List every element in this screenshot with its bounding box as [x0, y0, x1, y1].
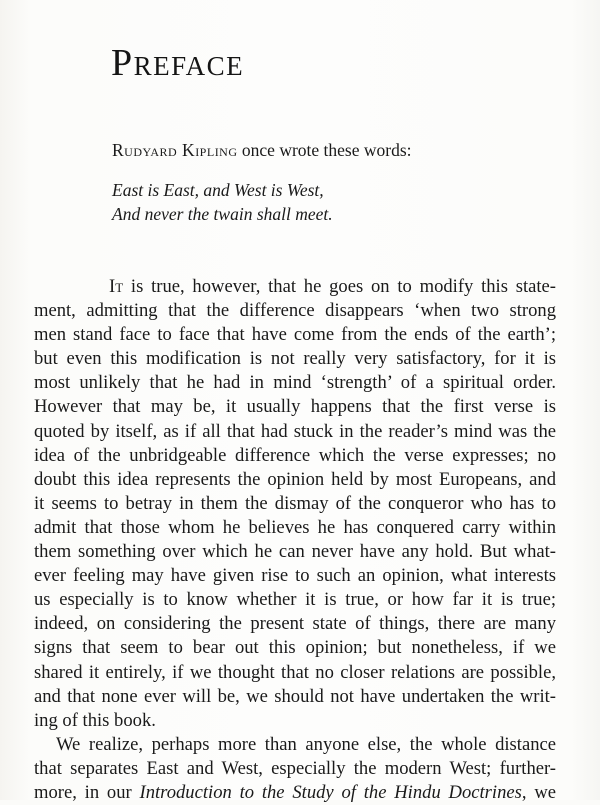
paragraph-line: us especially is to know whether it is true, or how far it is true;: [34, 589, 556, 611]
paragraph-line: quoted by itself, as if all that had stuck in the reader’s mind was the: [34, 420, 556, 442]
paragraph-line: most unlikely that he had in mind ‘strength’ of a spiritual order.: [34, 372, 556, 394]
intro-text: once wrote these words:: [237, 140, 412, 160]
dropcap-word: It: [109, 276, 124, 297]
intro-line: [112, 138, 412, 163]
book-title-reference: Introduction to the Study of the Hindu Doctrines: [139, 781, 522, 803]
paragraph-line: shared it entirely, if we thought that no closer relations are possible,: [34, 661, 556, 683]
paragraph-line: However that may be, it usually happens that the first verse is: [34, 396, 556, 418]
quoted-verse: [112, 178, 333, 226]
paragraph-line: ever feeling may have given rise to such an opinion, what interests: [34, 565, 556, 587]
verse-line: And never the twain shall meet.: [112, 204, 333, 224]
paragraph-line: more, in our Introduction to the Study of the Hindu Doctrines, we: [34, 781, 557, 803]
paragraph-line: and that none ever will be, we should not have undertaken the writ-: [34, 685, 556, 707]
paragraph-line: idea of the unbridgeable difference which the verse expresses; no: [34, 444, 556, 466]
verse-line: East is East, and West is West,: [112, 180, 324, 200]
paragraph-line: We realize, perhaps more than anyone else, the whole distance: [56, 733, 556, 755]
paragraph-line: ment, admitting that the difference disappears ‘when two strong: [34, 300, 556, 322]
paragraph-line: It is true, however, that he goes on to modify this state-: [109, 276, 556, 297]
paragraph-line: but even this modification is not really very satisfactory, for it is: [34, 348, 556, 370]
author-name: Rudyard Kipling: [112, 140, 238, 160]
paragraph-line: them something over which he can never have any hold. But what-: [34, 541, 556, 563]
paragraph-line: doubt this idea represents the opinion held by most Europeans, and: [34, 468, 556, 490]
body-text: [34, 275, 556, 805]
paragraph-line: indeed, on considering the present state of things, there are many: [34, 613, 556, 635]
page-title: Preface: [111, 42, 245, 84]
paragraph-line: admit that those whom he believes he has conquered carry within: [34, 516, 556, 538]
paragraph-line: signs that seem to bear out this opinion; but nonetheless, if we: [34, 637, 556, 659]
paragraph-line: it seems to betray in them the dismay of the conqueror who has to: [34, 492, 556, 514]
paragraph-line: ing of this book.: [34, 709, 156, 731]
paragraph-line: that separates East and West, especially the modern West; further-: [34, 757, 556, 779]
paragraph-line: men stand face to face that have come from the ends of the earth’;: [34, 324, 556, 346]
